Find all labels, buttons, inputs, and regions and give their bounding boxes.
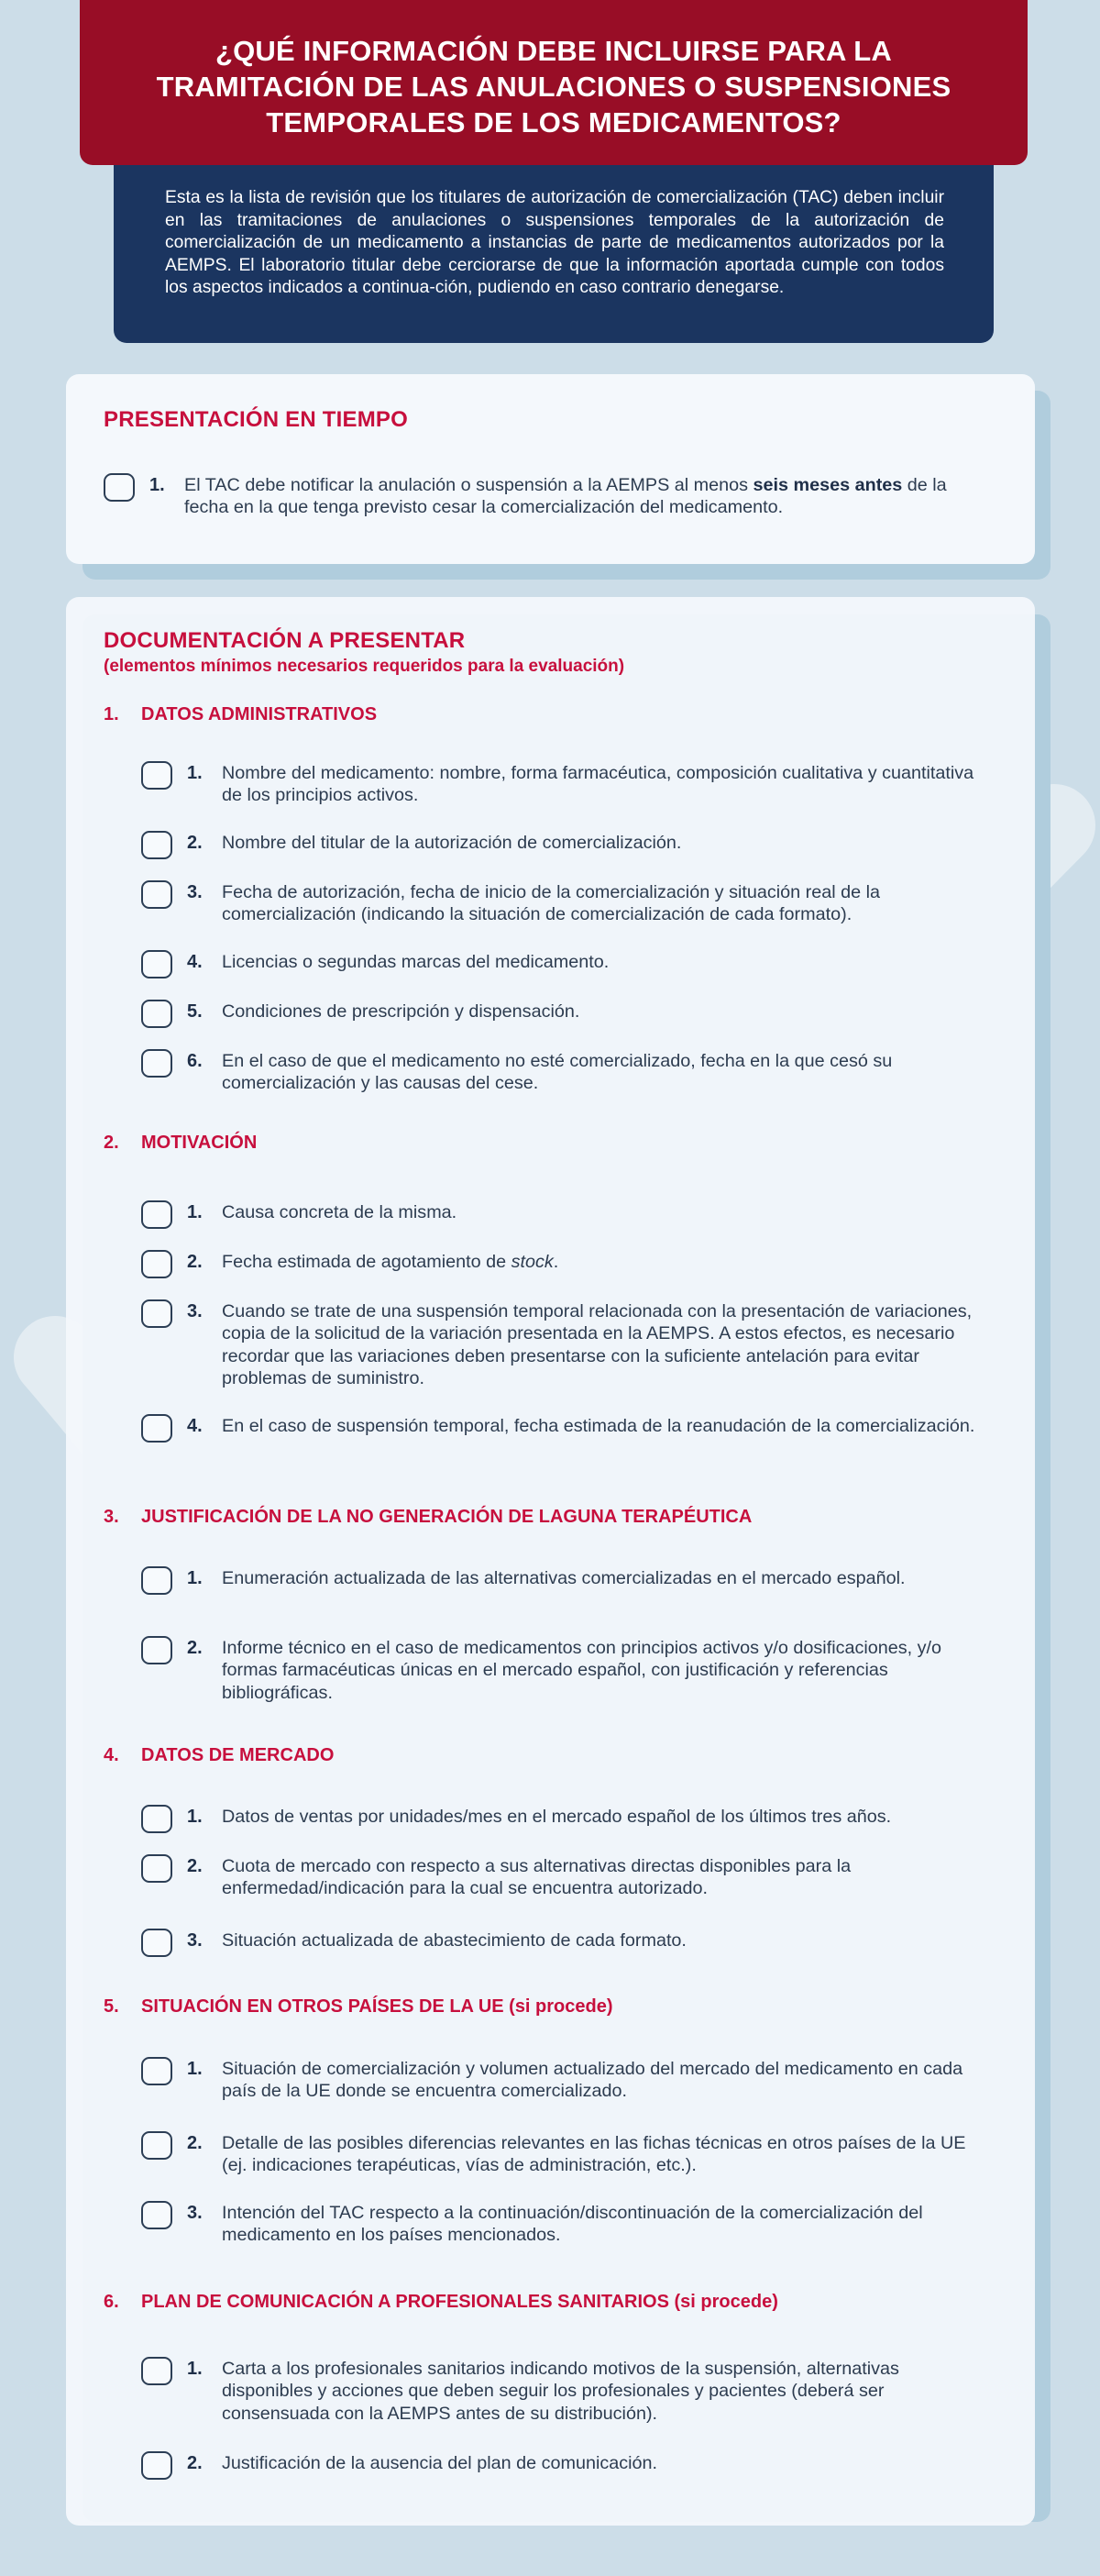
checklist-item xyxy=(141,2453,1003,2480)
item-number: 2. xyxy=(187,1252,203,1272)
checklist-item xyxy=(141,2133,1003,2177)
item-text: Licencias o segundas marcas del medicamento. xyxy=(222,952,610,972)
checklist-item xyxy=(141,1568,1003,1595)
checklist-item xyxy=(141,1001,1003,1028)
item-text: Situación de comercialización y volumen actualizado del mercado del medicamento en cada país de la UE donde se encuentra comercializado. xyxy=(222,2059,963,2102)
item-text: Nombre del medicamento: nombre, forma farmacéutica, composición cualitativa y cuantitativa de los principios activos. xyxy=(222,763,974,806)
checkbox[interactable] xyxy=(141,761,172,790)
item-number: 2. xyxy=(187,1856,203,1876)
item-text: Causa concreta de la misma. xyxy=(222,1202,457,1222)
item-text: Justificación de la ausencia del plan de comunicación. xyxy=(222,2453,658,2473)
intro-box xyxy=(114,165,994,343)
checkbox[interactable] xyxy=(141,1636,172,1664)
section-heading xyxy=(104,1745,334,1766)
checklist-item xyxy=(141,2059,1003,2103)
item-number: 2. xyxy=(187,1638,203,1658)
checkbox[interactable] xyxy=(141,1049,172,1078)
checkbox[interactable] xyxy=(141,1566,172,1595)
item-number: 1. xyxy=(187,763,203,783)
section-number: 3. xyxy=(104,1507,119,1527)
checklist-item xyxy=(141,833,1003,859)
checklist-item xyxy=(141,1807,1003,1833)
item-number: 1. xyxy=(187,1568,203,1588)
checklist-item xyxy=(141,1202,1003,1229)
item-text: Intención del TAC respecto a la continuación/discontinuación de la comercialización del medicamento en los países mencionados. xyxy=(222,2203,923,2246)
checklist-item xyxy=(141,952,1003,978)
item-text: Informe técnico en el caso de medicamentos con principios activos y/o dosificaciones, y/o formas farmacéuticas únicas en el mercado español, con justificación y referencias bibliográficas. xyxy=(222,1638,942,1703)
checklist-item xyxy=(141,882,1003,926)
checkbox[interactable] xyxy=(141,2451,172,2480)
documentation-card xyxy=(66,597,1035,2526)
section-number: 6. xyxy=(104,2292,119,2312)
section-title: DATOS ADMINISTRATIVOS xyxy=(141,704,378,724)
item-text: Condiciones de prescripción y dispensación. xyxy=(222,1001,580,1022)
checklist-item xyxy=(141,1856,1003,1900)
item-text: El TAC debe notificar la anulación o suspensión a la AEMPS al menos seis meses antes de la fecha en la que tenga previsto cesar la comercialización del medicamento. xyxy=(184,475,947,518)
section-title: JUSTIFICACIÓN DE LA NO GENERACIÓN DE LAGUNA TERAPÉUTICA xyxy=(141,1507,753,1527)
item-number: 1. xyxy=(187,2059,203,2079)
highlight-text: seis meses antes xyxy=(753,475,903,495)
item-text: Fecha de autorización, fecha de inicio de la comercialización y situación real de la comercialización (indicando la situación de comercialización de cada formato). xyxy=(222,882,881,925)
item-text: Nombre del titular de la autorización de comercialización. xyxy=(222,833,682,853)
item-number: 1. xyxy=(187,2359,203,2379)
item-text: Cuota de mercado con respecto a sus alternativas directas disponibles para la enfermedad/indicación para la cual se encuentra autorizado. xyxy=(222,1856,852,1899)
item-number: 3. xyxy=(187,1301,203,1321)
section-heading xyxy=(104,1996,613,2018)
checkbox[interactable] xyxy=(141,1250,172,1278)
section-title: SITUACIÓN EN OTROS PAÍSES DE LA UE (si procede) xyxy=(141,1996,613,2017)
section-number: 1. xyxy=(104,704,119,724)
section-title: DATOS DE MERCADO xyxy=(141,1745,335,1765)
checkbox[interactable] xyxy=(141,2201,172,2229)
checklist-item xyxy=(141,763,1003,807)
section-heading xyxy=(104,2292,778,2313)
documentation-subheading: (elementos mínimos necesarios requeridos para la evaluación) xyxy=(104,657,625,676)
checkbox[interactable] xyxy=(141,1805,172,1833)
checklist-item xyxy=(141,2203,1003,2247)
italic-term: stock xyxy=(511,1252,554,1272)
checkbox[interactable] xyxy=(141,880,172,909)
item-text: Datos de ventas por unidades/mes en el mercado español de los últimos tres años. xyxy=(222,1807,892,1827)
checkbox[interactable] xyxy=(141,1854,172,1883)
item-text: Fecha estimada de agotamiento de stock. xyxy=(222,1252,559,1272)
item-number: 4. xyxy=(187,1416,203,1436)
checklist-item xyxy=(141,1638,1003,1704)
checklist-item xyxy=(141,1252,1003,1278)
item-text: Carta a los profesionales sanitarios indicando motivos de la suspensión, alternativas disponibles y acciones que deben seguir los profesionales y pacientes (deberá ser consensuada con la AEMPS antes de su distribución). xyxy=(222,2359,899,2424)
checkbox[interactable] xyxy=(141,1200,172,1229)
checkbox[interactable] xyxy=(141,950,172,978)
checkbox[interactable] xyxy=(141,2357,172,2385)
item-number: 1. xyxy=(149,475,165,495)
item-number: 3. xyxy=(187,1930,203,1951)
checkbox[interactable] xyxy=(141,1929,172,1957)
item-number: 1. xyxy=(187,1807,203,1827)
section-number: 2. xyxy=(104,1133,119,1153)
section-title: MOTIVACIÓN xyxy=(141,1133,258,1153)
item-text: Enumeración actualizada de las alternativas comercializadas en el mercado español. xyxy=(222,1568,906,1588)
timing-heading: PRESENTACIÓN EN TIEMPO xyxy=(104,407,408,432)
documentation-content xyxy=(66,597,1035,2526)
documentation-heading: DOCUMENTACIÓN A PRESENTAR xyxy=(104,628,466,653)
item-number: 4. xyxy=(187,952,203,972)
section-heading xyxy=(104,1133,257,1154)
checklist-item xyxy=(141,1301,1003,1390)
item-text: En el caso de que el medicamento no esté comercializado, fecha en la que cesó su comercialización y las causas del cese. xyxy=(222,1051,893,1094)
item-text: En el caso de suspensión temporal, fecha estimada de la reanudación de la comercialización. xyxy=(222,1416,975,1436)
title-banner xyxy=(80,0,1028,165)
timing-card xyxy=(66,374,1035,564)
item-number: 5. xyxy=(187,1001,203,1022)
item-text: Detalle de las posibles diferencias relevantes en las fichas técnicas en otros países de la UE (ej. indicaciones terapéuticas, vías de administración, etc.). xyxy=(222,2133,966,2176)
item-number: 3. xyxy=(187,882,203,902)
item-text: Situación actualizada de abastecimiento de cada formato. xyxy=(222,1930,687,1951)
section-heading xyxy=(104,1507,752,1528)
checkbox[interactable] xyxy=(104,473,135,502)
checklist-item xyxy=(141,1416,1003,1443)
checklist-item xyxy=(141,1051,1003,1095)
intro-text: Esta es la lista de revisión que los titulares de autorización de comercialización (TAC) deben incluir en las tramitaciones de anulaciones o suspensiones temporales de la autorización de comercialización de un medicamento a instancias de parte de medicamentos autorizados por la AEMPS. El laboratorio titular debe cerciorarse de que la información aportada cumple con todos los aspectos indicados a continua-ción, pudiendo en caso contrario denegarse. xyxy=(165,188,944,298)
item-number: 2. xyxy=(187,833,203,853)
item-number: 6. xyxy=(187,1051,203,1071)
page-title: ¿QUÉ INFORMACIÓN DEBE INCLUIRSE PARA LA TRAMITACIÓN DE LAS ANULACIONES O SUSPENSIONES TEMPORALES DE LOS MEDICAMENTOS? xyxy=(156,34,952,138)
checklist-item xyxy=(141,1930,1003,1957)
section-number: 4. xyxy=(104,1745,119,1765)
item-text: Cuando se trate de una suspensión temporal relacionada con la presentación de variaciones, copia de la solicitud de la variación presentada en la AEMPS. A estos efectos, es necesario recordar que las variaciones deben presentarse con la suficiente antelación para evitar problemas de suministro. xyxy=(222,1301,973,1389)
section-heading xyxy=(104,704,377,725)
section-title: PLAN DE COMUNICACIÓN A PROFESIONALES SANITARIOS (si procede) xyxy=(141,2292,778,2312)
checkbox[interactable] xyxy=(141,1414,172,1443)
checkbox[interactable] xyxy=(141,1299,172,1328)
checkbox[interactable] xyxy=(141,2131,172,2160)
item-number: 2. xyxy=(187,2133,203,2153)
checkbox[interactable] xyxy=(141,2057,172,2085)
item-number: 3. xyxy=(187,2203,203,2223)
section-number: 5. xyxy=(104,1996,119,2017)
timing-item xyxy=(104,475,1020,519)
item-number: 1. xyxy=(187,1202,203,1222)
checklist-item xyxy=(141,2359,1003,2425)
checkbox[interactable] xyxy=(141,1000,172,1028)
checkbox[interactable] xyxy=(141,831,172,859)
item-number: 2. xyxy=(187,2453,203,2473)
